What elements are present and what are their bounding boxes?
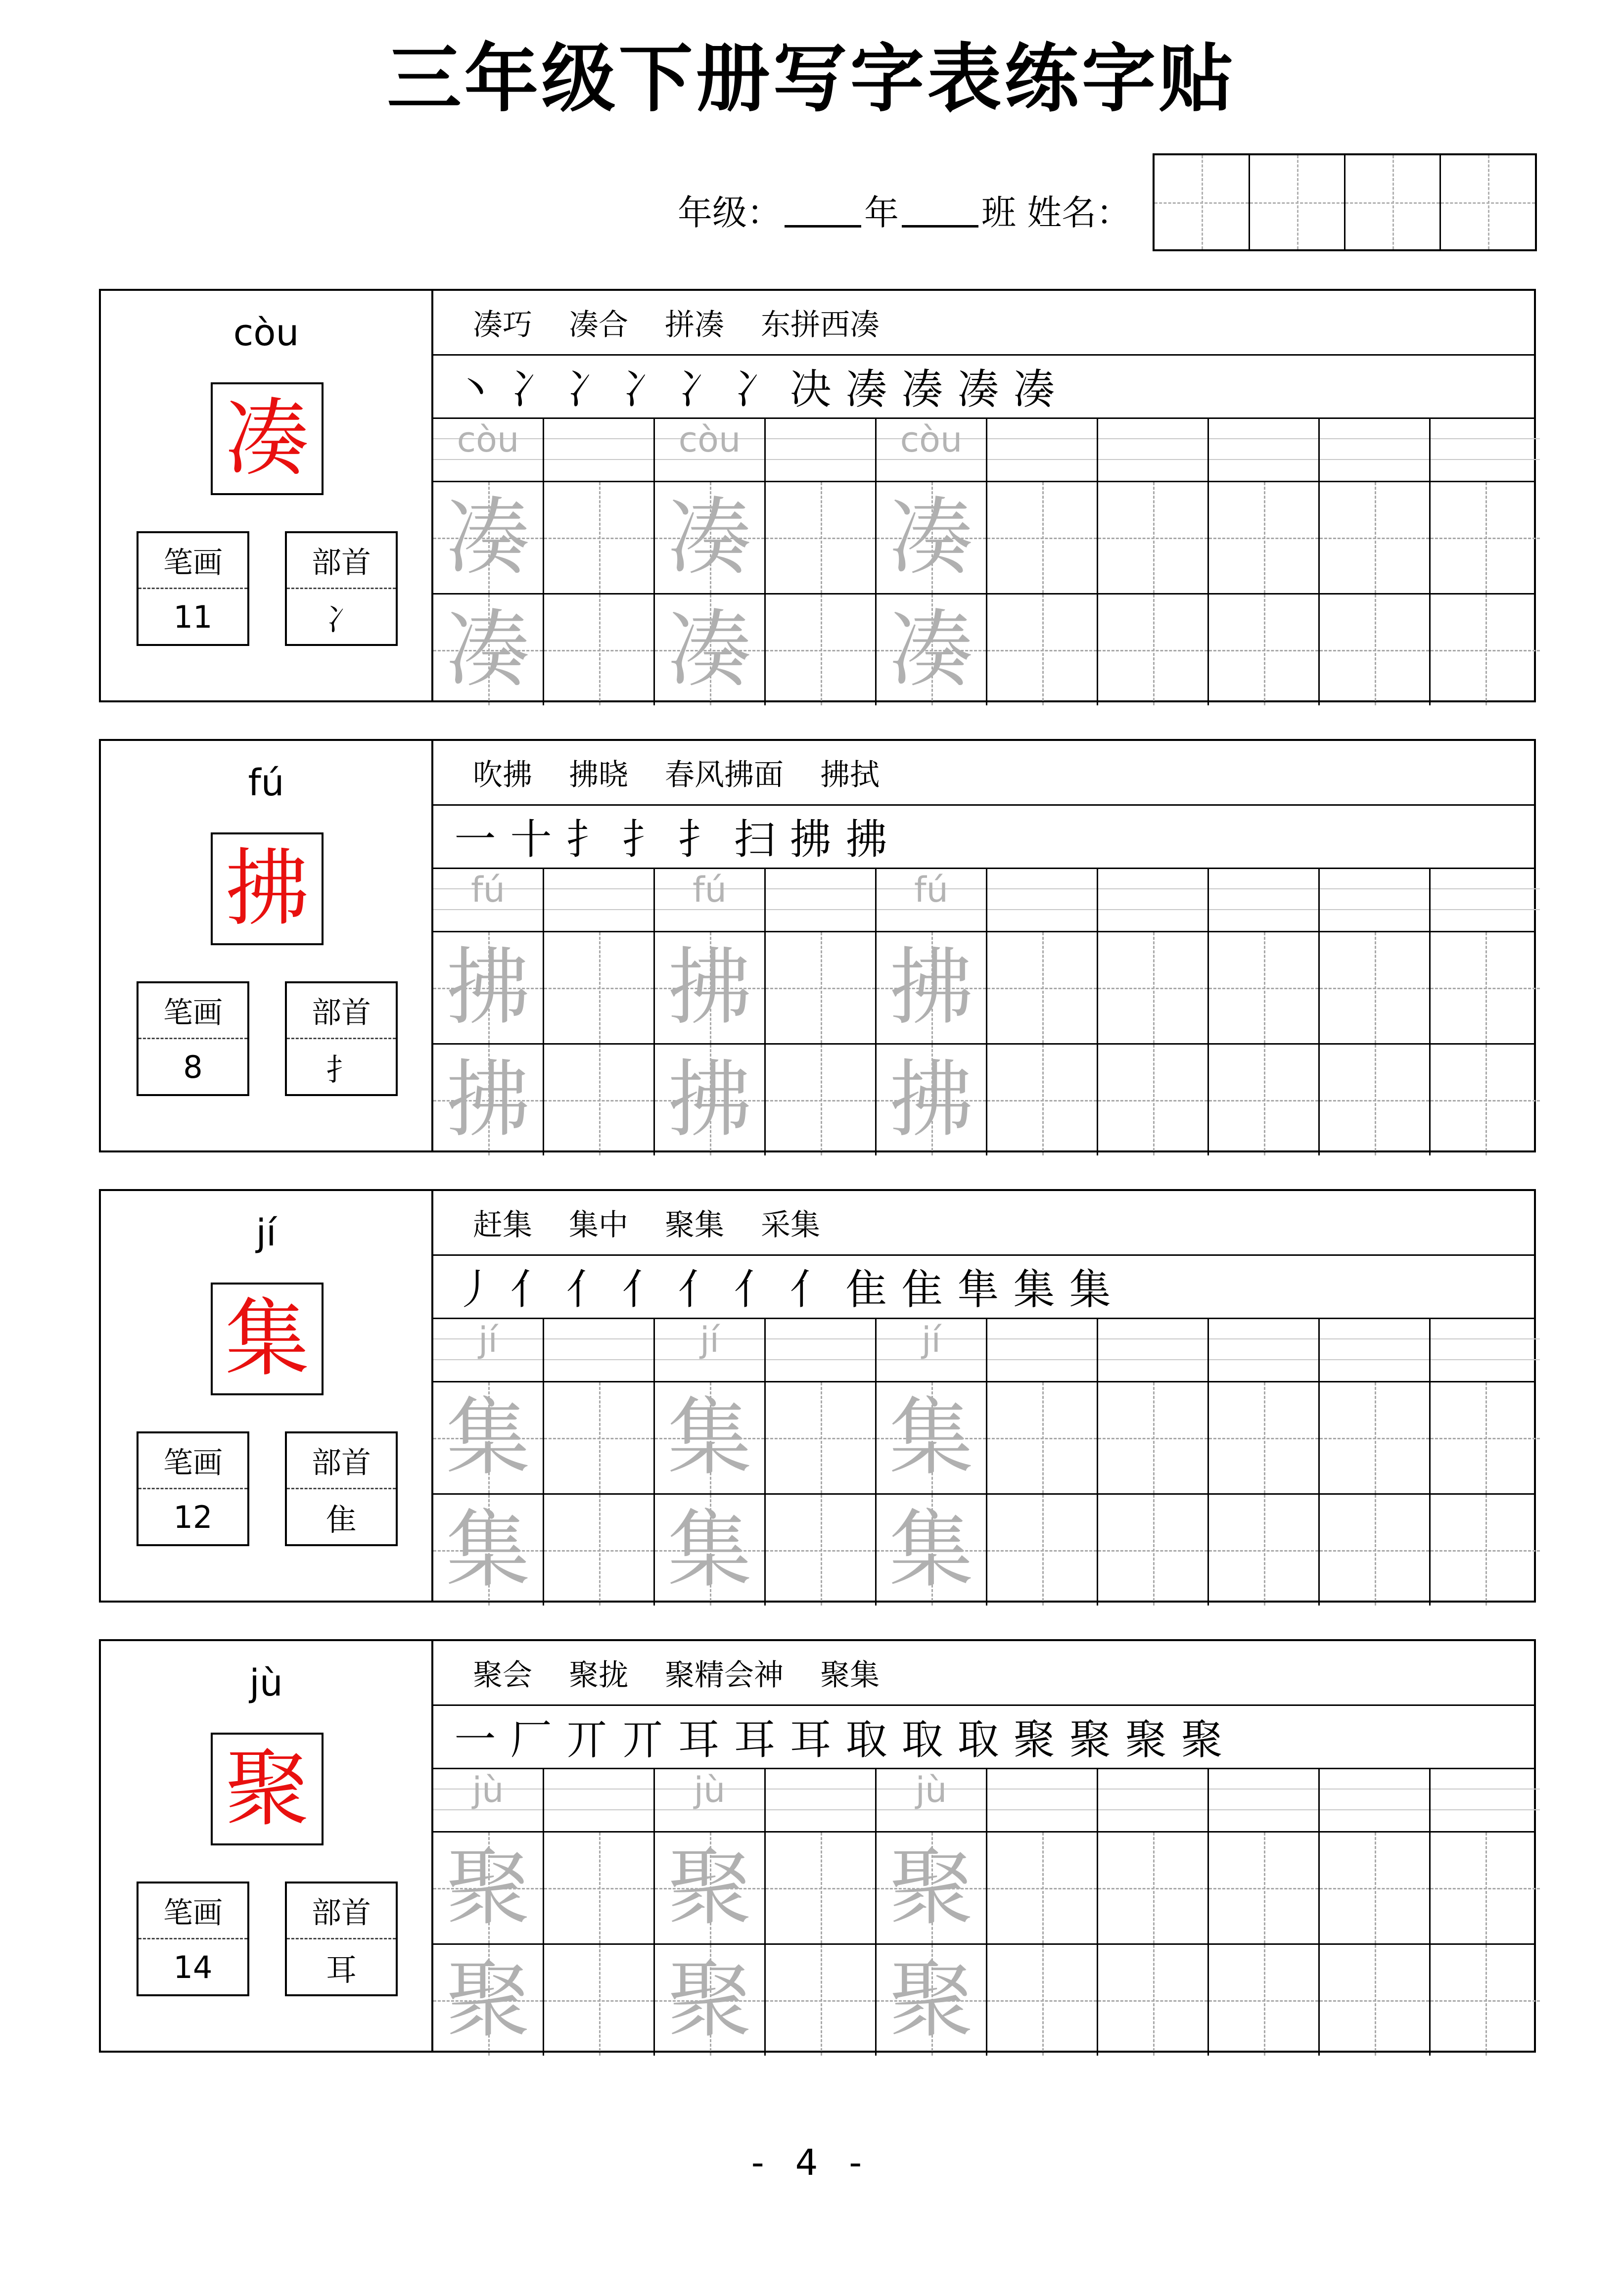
stroke-step: 凑 <box>1013 365 1055 413</box>
stroke-step: 冫 <box>566 365 608 413</box>
name-label: 姓名： <box>1027 192 1131 233</box>
trace-character: 凑 <box>446 489 530 587</box>
pinyin-cell[interactable] <box>1209 417 1320 481</box>
stroke-count-box <box>137 1882 249 1996</box>
page-title: 三年级下册写字表练字贴 <box>387 36 1236 122</box>
radical-label: 部首 <box>287 533 396 589</box>
writing-cell[interactable] <box>1320 932 1431 1043</box>
stroke-step: 耳 <box>678 1715 720 1764</box>
trace-character: 凑 <box>667 489 752 587</box>
pinyin-cell[interactable] <box>1320 417 1431 481</box>
example-word: 拼凑 <box>665 308 724 342</box>
character-pinyin: còu <box>233 312 299 354</box>
trace-pinyin: jù <box>915 1770 947 1810</box>
radical-value: 扌 <box>325 1051 357 1088</box>
pinyin-cell[interactable] <box>1209 1768 1320 1831</box>
practice-grid <box>433 1768 1534 2051</box>
writing-cell[interactable] <box>1320 1382 1431 1493</box>
trace-character: 凑 <box>889 489 974 587</box>
writing-cell[interactable] <box>1431 1382 1540 1493</box>
writing-cell[interactable] <box>987 1045 1098 1155</box>
writing-cell[interactable] <box>1209 1382 1320 1493</box>
pinyin-cell[interactable] <box>433 1318 544 1381</box>
trace-character: 集 <box>446 1389 530 1487</box>
stroke-count-value: 11 <box>173 598 213 635</box>
trace-character: 聚 <box>667 1839 752 1937</box>
example-words <box>433 1641 1534 1706</box>
pinyin-cell[interactable] <box>544 417 655 481</box>
writing-cell[interactable] <box>433 1495 544 1606</box>
writing-cell[interactable] <box>655 1045 766 1155</box>
writing-cell[interactable] <box>544 932 655 1043</box>
writing-cell[interactable] <box>877 595 987 705</box>
radical-box <box>285 1882 398 1996</box>
character-row <box>433 1045 1534 1155</box>
stroke-step: 聚 <box>1069 1715 1111 1764</box>
writing-cell[interactable] <box>1320 1945 1431 2056</box>
pinyin-cell[interactable] <box>1431 1318 1540 1381</box>
writing-cell[interactable] <box>877 1382 987 1493</box>
grade-blank[interactable] <box>785 195 861 228</box>
writing-cell[interactable] <box>655 1945 766 2056</box>
pinyin-cell[interactable] <box>1431 1768 1540 1831</box>
character-section <box>99 289 1536 702</box>
trace-pinyin: jí <box>922 1320 941 1360</box>
pinyin-cell[interactable] <box>1209 868 1320 931</box>
trace-character: 聚 <box>446 1839 530 1937</box>
trace-character: 拂 <box>667 939 752 1037</box>
stroke-step: 冫 <box>510 365 552 413</box>
stroke-step: 扌 <box>566 815 608 864</box>
pinyin-cell[interactable] <box>987 417 1098 481</box>
model-character: 集 <box>211 1283 324 1395</box>
example-word: 赶集 <box>473 1208 532 1242</box>
stroke-step: 一 <box>454 1715 496 1764</box>
trace-pinyin: fú <box>692 870 727 910</box>
example-word: 拂拭 <box>820 758 880 792</box>
writing-cell[interactable] <box>987 595 1098 705</box>
stroke-count-value: 12 <box>173 1499 213 1535</box>
stroke-step: 耳 <box>789 1715 832 1764</box>
example-word: 集中 <box>569 1208 628 1242</box>
radical-box <box>285 531 398 646</box>
stroke-order-row <box>433 1704 1534 1769</box>
writing-cell[interactable] <box>877 932 987 1043</box>
writing-cell[interactable] <box>766 482 877 593</box>
stroke-step: 亻 <box>510 1265 552 1314</box>
writing-cell[interactable] <box>544 1833 655 1943</box>
pinyin-cell[interactable] <box>544 868 655 931</box>
stroke-count-box <box>137 981 249 1096</box>
year-suffix: 年 <box>864 192 899 233</box>
trace-character: 拂 <box>446 939 530 1037</box>
pinyin-cell[interactable] <box>877 417 987 481</box>
model-character: 凑 <box>211 382 324 495</box>
practice-panel <box>431 1641 1534 2051</box>
writing-cell[interactable] <box>766 1833 877 1943</box>
practice-panel <box>431 1191 1534 1601</box>
pinyin-cell[interactable] <box>655 868 766 931</box>
trace-character: 拂 <box>667 1051 752 1149</box>
pinyin-row <box>433 1768 1534 1833</box>
writing-cell[interactable] <box>433 1833 544 1943</box>
example-words <box>433 741 1534 806</box>
writing-cell[interactable] <box>877 1495 987 1606</box>
writing-cell[interactable] <box>433 1382 544 1493</box>
example-word: 聚精会神 <box>665 1658 784 1693</box>
trace-character: 拂 <box>889 1051 974 1149</box>
radical-value: 隹 <box>325 1501 357 1538</box>
example-word: 拂晓 <box>569 758 628 792</box>
trace-pinyin: còu <box>457 419 519 460</box>
stroke-step: 丌 <box>622 1715 664 1764</box>
stroke-step: 聚 <box>1013 1715 1055 1764</box>
example-word: 采集 <box>761 1208 820 1242</box>
writing-cell[interactable] <box>544 1045 655 1155</box>
pinyin-cell[interactable] <box>987 868 1098 931</box>
writing-cell[interactable] <box>655 1495 766 1606</box>
writing-cell[interactable] <box>1320 1045 1431 1155</box>
writing-cell[interactable] <box>1209 595 1320 705</box>
writing-cell[interactable] <box>433 482 544 593</box>
trace-character: 凑 <box>889 601 974 699</box>
writing-cell[interactable] <box>877 482 987 593</box>
character-section <box>99 1189 1536 1603</box>
stroke-step: 丌 <box>566 1715 608 1764</box>
writing-cell[interactable] <box>1098 932 1209 1043</box>
example-word: 凑巧 <box>473 308 532 342</box>
character-section <box>99 739 1536 1152</box>
stroke-step: 聚 <box>1125 1715 1167 1764</box>
character-row <box>433 1945 1534 2056</box>
stroke-step: 拂 <box>789 815 832 864</box>
writing-cell[interactable] <box>766 1382 877 1493</box>
stroke-count-label: 笔画 <box>139 1883 247 1939</box>
example-word: 聚拢 <box>569 1658 628 1693</box>
pinyin-row <box>433 417 1534 482</box>
writing-cell[interactable] <box>544 1945 655 2056</box>
pinyin-cell[interactable] <box>1320 1768 1431 1831</box>
example-word: 吹拂 <box>473 758 532 792</box>
writing-cell[interactable] <box>987 1382 1098 1493</box>
stroke-step: 冫 <box>678 365 720 413</box>
writing-cell[interactable] <box>1320 482 1431 593</box>
writing-cell[interactable] <box>1431 1945 1540 2056</box>
pinyin-cell[interactable] <box>655 1318 766 1381</box>
writing-cell[interactable] <box>433 932 544 1043</box>
stroke-step: 丶 <box>454 365 496 413</box>
stroke-step: 隹 <box>901 1265 943 1314</box>
stroke-count-label: 笔画 <box>139 983 247 1039</box>
character-pinyin: jí <box>256 1212 277 1254</box>
writing-cell[interactable] <box>1098 1833 1209 1943</box>
trace-character: 集 <box>446 1501 530 1599</box>
writing-cell[interactable] <box>433 1945 544 2056</box>
writing-cell[interactable] <box>877 1945 987 2056</box>
writing-cell[interactable] <box>433 595 544 705</box>
radical-label: 部首 <box>287 1433 396 1489</box>
student-info <box>678 192 1131 233</box>
example-word: 凑合 <box>569 308 628 342</box>
radical-box <box>285 1431 398 1546</box>
example-word: 聚集 <box>820 1658 880 1693</box>
trace-character: 集 <box>889 1501 974 1599</box>
radical-label: 部首 <box>287 1883 396 1939</box>
pinyin-cell[interactable] <box>433 417 544 481</box>
trace-character: 凑 <box>667 601 752 699</box>
pinyin-cell[interactable] <box>1320 1318 1431 1381</box>
writing-cell[interactable] <box>766 932 877 1043</box>
pinyin-row <box>433 868 1534 932</box>
practice-grid <box>433 1318 1534 1601</box>
writing-cell[interactable] <box>544 1382 655 1493</box>
writing-cell[interactable] <box>766 1495 877 1606</box>
stroke-step: 凑 <box>845 365 887 413</box>
name-box[interactable] <box>1441 155 1535 249</box>
pinyin-cell[interactable] <box>766 1768 877 1831</box>
writing-cell[interactable] <box>1209 1945 1320 2056</box>
stroke-step: 十 <box>510 815 552 864</box>
pinyin-cell[interactable] <box>987 1318 1098 1381</box>
trace-pinyin: fú <box>914 870 948 910</box>
model-character: 拂 <box>211 832 324 945</box>
stroke-count-label: 笔画 <box>139 533 247 589</box>
pinyin-cell[interactable] <box>766 1318 877 1381</box>
example-word: 东拼西凑 <box>761 308 880 342</box>
name-box[interactable] <box>1345 155 1441 249</box>
class-blank[interactable] <box>902 195 978 228</box>
practice-grid <box>433 417 1534 700</box>
stroke-step: 丿 <box>454 1265 496 1314</box>
stroke-step: 凑 <box>957 365 999 413</box>
practice-panel <box>431 291 1534 700</box>
name-box[interactable] <box>1155 155 1250 249</box>
stroke-order-row <box>433 354 1534 419</box>
writing-cell[interactable] <box>1320 595 1431 705</box>
trace-pinyin: jí <box>700 1320 719 1360</box>
stroke-count-value: 14 <box>173 1949 213 1985</box>
character-row <box>433 1495 1534 1606</box>
example-word: 聚集 <box>665 1208 724 1242</box>
trace-character: 凑 <box>446 601 530 699</box>
character-info-panel <box>101 1191 431 1601</box>
stroke-step: 集 <box>1013 1265 1055 1314</box>
model-character: 聚 <box>211 1733 324 1845</box>
writing-cell[interactable] <box>1431 932 1540 1043</box>
writing-cell[interactable] <box>1209 1045 1320 1155</box>
stroke-step: 冫 <box>622 365 664 413</box>
stroke-step: 取 <box>901 1715 943 1764</box>
writing-cell[interactable] <box>1098 1945 1209 2056</box>
pinyin-cell[interactable] <box>1098 417 1209 481</box>
radical-box <box>285 981 398 1096</box>
pinyin-cell[interactable] <box>544 1318 655 1381</box>
stroke-count-box <box>137 1431 249 1546</box>
stroke-step: 厂 <box>510 1715 552 1764</box>
stroke-step: 聚 <box>1181 1715 1223 1764</box>
writing-cell[interactable] <box>655 1382 766 1493</box>
stroke-step: 亻 <box>678 1265 720 1314</box>
trace-character: 集 <box>889 1389 974 1487</box>
writing-cell[interactable] <box>1098 1495 1209 1606</box>
writing-cell[interactable] <box>655 482 766 593</box>
stroke-step: 亻 <box>566 1265 608 1314</box>
pinyin-cell[interactable] <box>1431 868 1540 931</box>
trace-pinyin: jù <box>694 1770 726 1810</box>
pinyin-cell[interactable] <box>433 868 544 931</box>
example-words <box>433 291 1534 356</box>
character-pinyin: fú <box>248 762 284 804</box>
pinyin-cell[interactable] <box>1320 868 1431 931</box>
pinyin-cell[interactable] <box>877 1318 987 1381</box>
pinyin-cell[interactable] <box>1431 417 1540 481</box>
pinyin-cell[interactable] <box>766 417 877 481</box>
name-box[interactable] <box>1250 155 1345 249</box>
writing-cell[interactable] <box>655 1833 766 1943</box>
writing-cell[interactable] <box>1209 482 1320 593</box>
stroke-step: 决 <box>789 365 832 413</box>
pinyin-cell[interactable] <box>987 1768 1098 1831</box>
stroke-step: 耳 <box>734 1715 776 1764</box>
pinyin-cell[interactable] <box>1098 1768 1209 1831</box>
trace-pinyin: jí <box>478 1320 498 1360</box>
writing-cell[interactable] <box>987 482 1098 593</box>
writing-cell[interactable] <box>1098 595 1209 705</box>
trace-character: 拂 <box>446 1051 530 1149</box>
page-number: - 4 - <box>751 2142 872 2183</box>
stroke-step: 扌 <box>622 815 664 864</box>
writing-cell[interactable] <box>877 1045 987 1155</box>
trace-character: 拂 <box>889 939 974 1037</box>
trace-character: 集 <box>667 1501 752 1599</box>
example-word: 聚会 <box>473 1658 532 1693</box>
writing-cell[interactable] <box>1431 1833 1540 1943</box>
stroke-step: 一 <box>454 815 496 864</box>
writing-cell[interactable] <box>987 1495 1098 1606</box>
writing-cell[interactable] <box>1098 1045 1209 1155</box>
writing-cell[interactable] <box>655 932 766 1043</box>
character-info-panel <box>101 1641 431 2051</box>
practice-panel <box>431 741 1534 1150</box>
stroke-step: 亻 <box>734 1265 776 1314</box>
writing-cell[interactable] <box>655 595 766 705</box>
writing-cell[interactable] <box>1431 1045 1540 1155</box>
writing-cell[interactable] <box>1320 1833 1431 1943</box>
stroke-step: 亻 <box>789 1265 832 1314</box>
name-writing-boxes <box>1153 153 1537 251</box>
writing-cell[interactable] <box>877 1833 987 1943</box>
stroke-step: 拂 <box>845 815 887 864</box>
trace-pinyin: còu <box>900 419 963 460</box>
writing-cell[interactable] <box>433 1045 544 1155</box>
stroke-step: 扫 <box>734 815 776 864</box>
radical-value: 冫 <box>325 601 357 638</box>
trace-character: 集 <box>667 1389 752 1487</box>
character-row <box>433 1382 1534 1495</box>
pinyin-cell[interactable] <box>655 1768 766 1831</box>
stroke-order-row <box>433 804 1534 869</box>
radical-value: 耳 <box>325 1951 357 1988</box>
practice-grid <box>433 868 1534 1150</box>
trace-character: 聚 <box>889 1839 974 1937</box>
writing-cell[interactable] <box>1431 482 1540 593</box>
stroke-order-row <box>433 1254 1534 1319</box>
character-pinyin: jù <box>249 1662 283 1704</box>
trace-character: 聚 <box>446 1951 530 2049</box>
stroke-count-label: 笔画 <box>139 1433 247 1489</box>
example-word: 春风拂面 <box>665 758 784 792</box>
stroke-count-box <box>137 531 249 646</box>
trace-character: 聚 <box>889 1951 974 2049</box>
radical-label: 部首 <box>287 983 396 1039</box>
writing-cell[interactable] <box>1209 932 1320 1043</box>
writing-cell[interactable] <box>1431 595 1540 705</box>
pinyin-cell[interactable] <box>1209 1318 1320 1381</box>
trace-pinyin: còu <box>678 419 741 460</box>
pinyin-cell[interactable] <box>877 1768 987 1831</box>
writing-cell[interactable] <box>544 595 655 705</box>
character-section <box>99 1639 1536 2053</box>
writing-cell[interactable] <box>544 1495 655 1606</box>
writing-cell[interactable] <box>766 595 877 705</box>
writing-cell[interactable] <box>766 1945 877 2056</box>
character-info-panel <box>101 291 431 700</box>
writing-cell[interactable] <box>766 1045 877 1155</box>
pinyin-cell[interactable] <box>1098 1318 1209 1381</box>
grade-label: 年级： <box>678 192 782 233</box>
writing-cell[interactable] <box>987 1945 1098 2056</box>
pinyin-cell[interactable] <box>766 868 877 931</box>
character-row <box>433 932 1534 1045</box>
stroke-step: 扌 <box>678 815 720 864</box>
writing-cell[interactable] <box>544 482 655 593</box>
stroke-step: 亻 <box>622 1265 664 1314</box>
writing-cell[interactable] <box>987 932 1098 1043</box>
pinyin-cell[interactable] <box>433 1768 544 1831</box>
character-info-panel <box>101 741 431 1150</box>
trace-pinyin: jù <box>472 1770 504 1810</box>
writing-cell[interactable] <box>1098 1382 1209 1493</box>
character-row <box>433 482 1534 595</box>
stroke-step: 取 <box>957 1715 999 1764</box>
stroke-step: 凑 <box>901 365 943 413</box>
trace-character: 聚 <box>667 1951 752 2049</box>
writing-cell[interactable] <box>987 1833 1098 1943</box>
pinyin-cell[interactable] <box>877 868 987 931</box>
pinyin-cell[interactable] <box>655 417 766 481</box>
writing-cell[interactable] <box>1209 1495 1320 1606</box>
writing-cell[interactable] <box>1431 1495 1540 1606</box>
stroke-count-value: 8 <box>183 1049 203 1085</box>
writing-cell[interactable] <box>1098 482 1209 593</box>
stroke-step: 隹 <box>845 1265 887 1314</box>
stroke-step: 冫 <box>734 365 776 413</box>
character-row <box>433 595 1534 705</box>
writing-cell[interactable] <box>1209 1833 1320 1943</box>
pinyin-row <box>433 1318 1534 1382</box>
stroke-step: 隼 <box>957 1265 999 1314</box>
pinyin-cell[interactable] <box>544 1768 655 1831</box>
character-row <box>433 1833 1534 1945</box>
stroke-step: 取 <box>845 1715 887 1764</box>
trace-pinyin: fú <box>470 870 505 910</box>
writing-cell[interactable] <box>1320 1495 1431 1606</box>
class-suffix: 班 <box>981 192 1016 233</box>
example-words <box>433 1191 1534 1256</box>
stroke-step: 集 <box>1069 1265 1111 1314</box>
pinyin-cell[interactable] <box>1098 868 1209 931</box>
